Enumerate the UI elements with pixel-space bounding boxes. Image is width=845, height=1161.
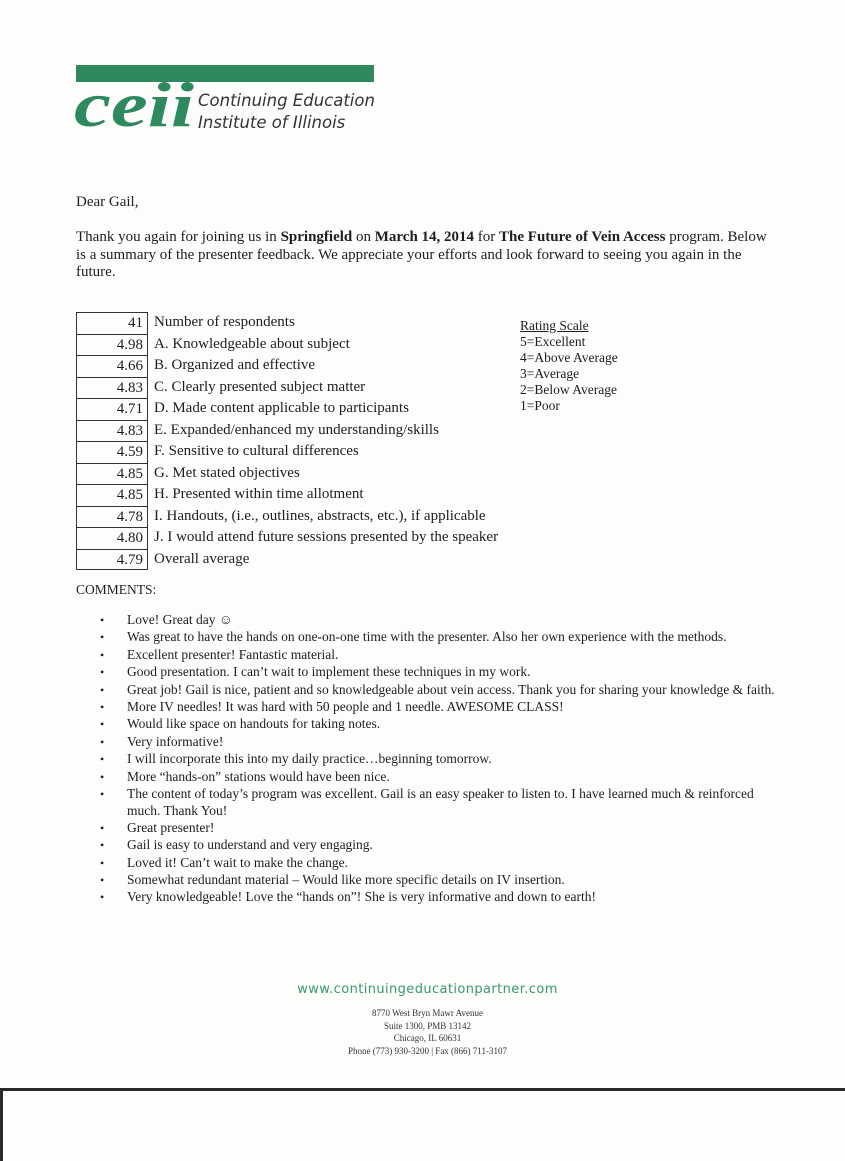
comment-item	[100, 612, 790, 629]
rating-label: H. Presented within time allotment	[154, 486, 364, 502]
comment-item	[100, 682, 790, 699]
comment-text: Good presentation. I can’t wait to implement these techniques in my work.	[127, 664, 531, 680]
scan-edge-line	[0, 1088, 845, 1091]
comments-heading: COMMENTS:	[76, 582, 157, 597]
rating-label: B. Organized and effective	[154, 357, 316, 373]
rating-score: 4.83	[76, 377, 148, 399]
comment-item	[100, 699, 790, 716]
rating-label: I. Handouts, (i.e., outlines, abstracts, etc.), if applicable	[154, 507, 486, 524]
comment-text: Gail is easy to understand and very engaging.	[127, 837, 373, 853]
bullet-icon: •	[100, 820, 105, 835]
phone-fax: Phone (773) 930-3200 | Fax (866) 711-3107	[348, 1045, 507, 1056]
rating-score: 4.59	[76, 441, 148, 463]
bullet-icon: •	[100, 838, 105, 853]
rating-label: G. Met stated objectives	[154, 464, 300, 481]
comment-text: Somewhat redundant material – Would like more specific details on IV insertion.	[127, 872, 565, 888]
comment-text: Very knowledgeable! Love the “hands on”! She is very informative and down to earth!	[127, 889, 596, 905]
intro-text-b: on	[352, 229, 375, 245]
bullet-icon: •	[100, 665, 105, 680]
intro-text-a: Thank you again for joining us in	[76, 229, 281, 245]
comment-item	[100, 769, 790, 786]
comment-item	[100, 786, 790, 819]
bullet-icon: •	[100, 890, 105, 905]
comment-item	[100, 872, 790, 889]
rating-score: 4.85	[76, 484, 148, 506]
rating-label: C. Clearly presented subject matter	[154, 378, 366, 395]
rating-scale-item: 2=Below Average	[520, 382, 617, 397]
comment-item	[100, 647, 790, 664]
salutation: Dear Gail,	[76, 194, 139, 210]
rating-label: A. Knowledgeable about subject	[154, 335, 350, 352]
bullet-icon: •	[100, 647, 105, 662]
bullet-icon: •	[100, 769, 105, 784]
intro-text-d: program. Below is a summary of the presenter feedback. We appreciate your efforts and look forward to seeing you again in the future.	[76, 229, 767, 280]
comment-item	[100, 855, 790, 872]
logo-text	[198, 90, 375, 134]
svg-text:ceii: ceii	[74, 70, 195, 134]
intro-text-c: for	[474, 229, 500, 245]
comment-item	[100, 751, 790, 768]
intro-paragraph	[76, 229, 776, 282]
address-line-1: 8770 West Bryn Mawr Avenue	[372, 1008, 483, 1018]
rating-label: J. I would attend future sessions presented by the speaker	[154, 529, 499, 545]
rating-scale-item: 3=Average	[520, 366, 580, 381]
rating-score: 4.79	[76, 549, 148, 571]
bullet-icon: •	[100, 786, 105, 801]
rating-label: E. Expanded/enhanced my understanding/skills	[154, 421, 439, 438]
rating-scale	[520, 318, 618, 414]
rating-scale-items	[520, 334, 618, 414]
comment-text: Excellent presenter! Fantastic material.	[127, 646, 339, 662]
comment-text: I will incorporate this into my daily practice…beginning tomorrow.	[127, 751, 492, 767]
comment-text: Great presenter!	[127, 819, 215, 835]
comment-item	[100, 837, 790, 854]
footer-website: www.continuingeducationpartner.com	[297, 982, 558, 997]
rating-score: 4.83	[76, 420, 148, 442]
rating-score: 41	[76, 312, 148, 334]
bullet-icon: •	[100, 717, 105, 732]
rating-score: 4.71	[76, 398, 148, 420]
rating-scale-item: 1=Poor	[520, 398, 560, 413]
rating-label: F. Sensitive to cultural differences	[154, 443, 359, 459]
logo-line-2: Institute of Illinois	[198, 113, 346, 132]
comment-text: Love! Great day ☺	[127, 612, 233, 627]
address-line-2: Suite 1300, PMB 13142	[383, 1020, 471, 1031]
rating-score: 4.78	[76, 506, 148, 528]
comment-text: Was great to have the hands on one-on-one time with the presenter. Also her own experience with the methods.	[127, 629, 727, 645]
rating-score: 4.80	[76, 527, 148, 549]
rating-scale-title: Rating Scale	[520, 318, 589, 333]
footer-address	[0, 1007, 845, 1057]
rating-scale-item: 4=Above Average	[520, 350, 618, 365]
ceii-logo-mark	[72, 70, 198, 134]
event-city: Springfield	[280, 229, 353, 245]
rating-score: 4.98	[76, 334, 148, 356]
bullet-icon: •	[100, 613, 105, 627]
comment-text: Loved it! Can’t wait to make the change.	[127, 854, 348, 870]
rating-label: Number of respondents	[154, 314, 295, 330]
comment-text: Great job! Gail is nice, patient and so knowledgeable about vein access. Thank you for sharing your knowledge & faith.	[127, 681, 775, 697]
comment-text: More “hands-on” stations would have been nice.	[127, 768, 390, 784]
event-date: March 14, 2014	[374, 229, 475, 245]
logo-line-1: Continuing Education	[198, 91, 375, 110]
comment-text: The content of today’s program was excellent. Gail is an easy speaker to listen to. I have learned much & reinforced much. Thank You!	[127, 785, 754, 818]
comment-text: Very informative!	[127, 733, 224, 749]
bullet-icon: •	[100, 855, 105, 870]
rating-label: Overall average	[154, 550, 250, 567]
bullet-icon: •	[100, 873, 105, 888]
comment-item	[100, 629, 790, 646]
rating-score: 4.66	[76, 355, 148, 377]
comments-list	[100, 612, 790, 907]
rating-score: 4.85	[76, 463, 148, 485]
comment-text: More IV needles! It was hard with 50 people and 1 needle. AWESOME CLASS!	[127, 698, 564, 714]
rating-label: D. Made content applicable to participants	[154, 400, 409, 416]
bullet-icon: •	[100, 734, 105, 749]
comment-item	[100, 664, 790, 681]
address-line-3: Chicago, IL 60631	[393, 1033, 462, 1043]
rating-scale-item: 5=Excellent	[520, 334, 586, 349]
bullet-icon: •	[100, 752, 105, 767]
comment-text: Would like space on handouts for taking notes.	[127, 716, 381, 732]
program-name: The Future of Vein Access	[499, 229, 666, 245]
bullet-icon: •	[100, 682, 105, 697]
bullet-icon: •	[100, 699, 105, 714]
comment-item	[100, 820, 790, 837]
scan-side-line	[0, 1088, 3, 1161]
comment-item	[100, 734, 790, 751]
comment-item	[100, 716, 790, 733]
comment-item	[100, 889, 790, 906]
bullet-icon: •	[100, 630, 105, 645]
